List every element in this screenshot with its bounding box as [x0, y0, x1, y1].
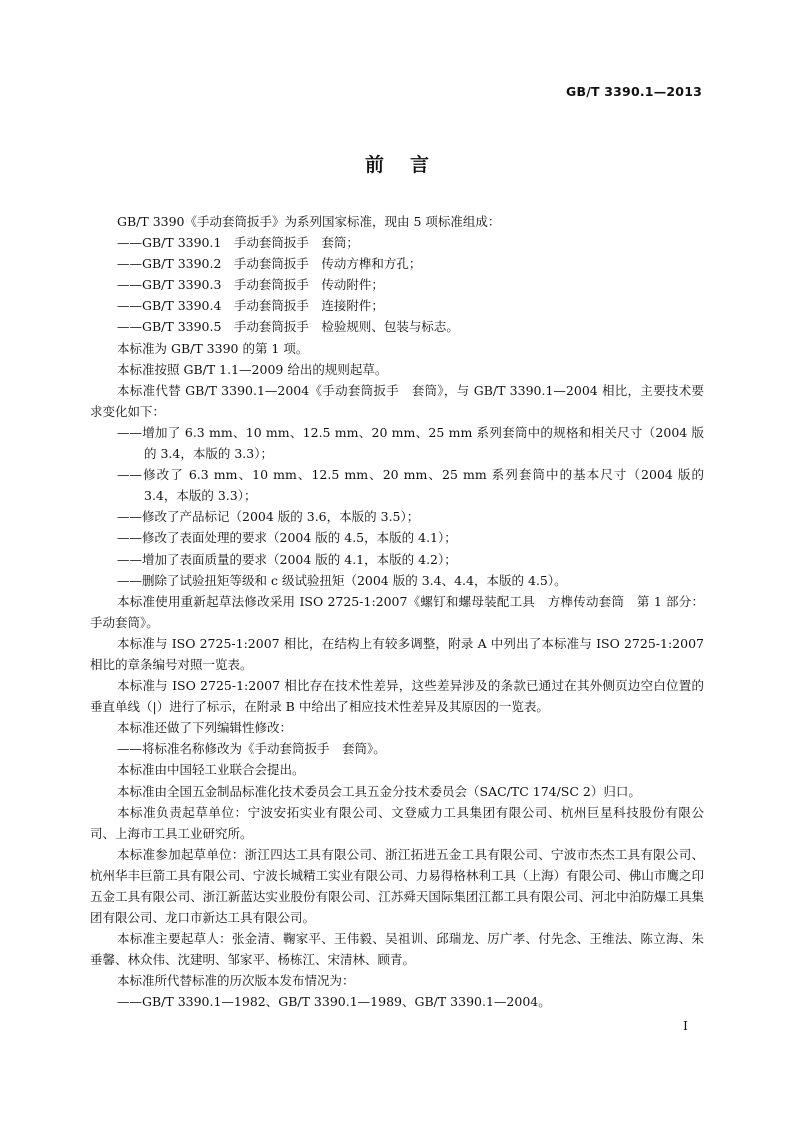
page-number: I [683, 1018, 688, 1033]
list-item: ——增加了 6.3 mm、10 mm、12.5 mm、20 mm、25 mm 系列套筒中的规格和相关尺寸（2004 版的 3.4，本版的 3.3）； [117, 424, 704, 462]
list-item: ——修改了表面处理的要求（2004 版的 4.5，本版的 4.1）； [117, 530, 457, 546]
page-title: 前言 [364, 154, 455, 176]
paragraph: 本标准与 ISO 2725-1:2007 相比存在技术性差异，这些差异涉及的条款已通过在其外侧页边空白位置的垂直单线（|）进行了标示，在附录 B 中给出了相应技术性差异及其原因的一览表。 [90, 678, 704, 715]
list-item: ——GB/T 3390.2 手动套筒扳手 传动方榫和方孔； [117, 256, 422, 272]
list-item: ——GB/T 3390.1—1982、GB/T 3390.1—1989、GB/T 3390.1—2004。 [117, 994, 551, 1010]
list-item: ——将标准名称修改为《手动套筒扳手 套筒》。 [117, 741, 386, 757]
list-item: ——删除了试验扭矩等级和 c 级试验扭矩（2004 版的 3.4、4.4，本版的 4.5）。 [117, 572, 567, 588]
paragraph: 本标准按照 GB/T 1.1—2009 给出的规则起草。 [117, 361, 388, 377]
paragraph: 本标准使用重新起草法修改采用 ISO 2725-1:2007《螺钉和螺母装配工具 方榫传动套筒 第 1 部分：手动套筒》。 [90, 593, 704, 630]
paragraph: 本标准由全国五金制品标准化技术委员会工具五金分技术委员会（SAC/TC 174/SC 2）归口。 [117, 783, 641, 799]
paragraph: 本标准负责起草单位：宁波安拓实业有限公司、文登威力工具集团有限公司、杭州巨星科技股份有限公司、上海市工具工业研究所。 [90, 804, 704, 841]
list-item: ——GB/T 3390.4 手动套筒扳手 连接附件； [117, 298, 384, 314]
paragraph: 本标准与 ISO 2725-1:2007 相比，在结构上有较多调整，附录 A 中列出了本标准与 ISO 2725-1:2007 相比的章条编号对照一览表。 [90, 635, 704, 672]
list-item: ——修改了产品标记（2004 版的 3.6，本版的 3.5）； [117, 509, 420, 525]
paragraph: 本标准由中国轻工业联合会提出。 [117, 762, 305, 778]
list-item: ——增加了表面质量的要求（2004 版的 4.1，本版的 4.2）； [117, 551, 457, 567]
list-item: ——GB/T 3390.5 手动套筒扳手 检验规则、包装与标志。 [117, 319, 459, 335]
paragraph: 本标准参加起草单位：浙江四达工具有限公司、浙江拓进五金工具有限公司、宁波市杰杰工具有限公司、杭州华丰巨箭工具有限公司、宁波长城精工实业有限公司、力易得格林利工具（上海）有限公司、佛山市鹰之印五金工具有限公司、浙江新蓝达实业股份有限公司、江苏舜天国际集团江都工具有限公司、河北中泊防爆工具集团有限公司、龙口市新达工具有限公司。 [90, 846, 704, 926]
foreword-body [90, 211, 704, 1013]
list-item: ——GB/T 3390.1 手动套筒扳手 套筒； [117, 235, 359, 251]
document-code: GB/T 3390.1—2013 [566, 84, 702, 99]
paragraph: 本标准代替 GB/T 3390.1—2004《手动套筒扳手 套筒》，与 GB/T 3390.1—2004 相比，主要技术要求变化如下： [90, 382, 704, 419]
list-item: ——GB/T 3390.3 手动套筒扳手 传动附件； [117, 277, 384, 293]
paragraph: 本标准还做了下列编辑性修改： [117, 720, 293, 736]
paragraph: 本标准主要起草人：张金清、鞠家平、王伟毅、吴祖训、邱瑞龙、厉广孝、付先念、王维法、陈立海、朱垂馨、林众伟、沈建明、邹家平、杨栋江、宋清林、顾青。 [90, 931, 704, 968]
paragraph: GB/T 3390《手动套筒扳手》为系列国家标准，现由 5 项标准组成： [117, 214, 501, 229]
paragraph: 本标准为 GB/T 3390 的第 1 项。 [117, 340, 309, 356]
list-item: ——修改了 6.3 mm、10 mm、12.5 mm、20 mm、25 mm 系列套筒中的基本尺寸（2004 版的 3.4，本版的 3.3）； [117, 467, 704, 504]
paragraph: 本标准所代替标准的历次版本发布情况为： [117, 973, 355, 989]
